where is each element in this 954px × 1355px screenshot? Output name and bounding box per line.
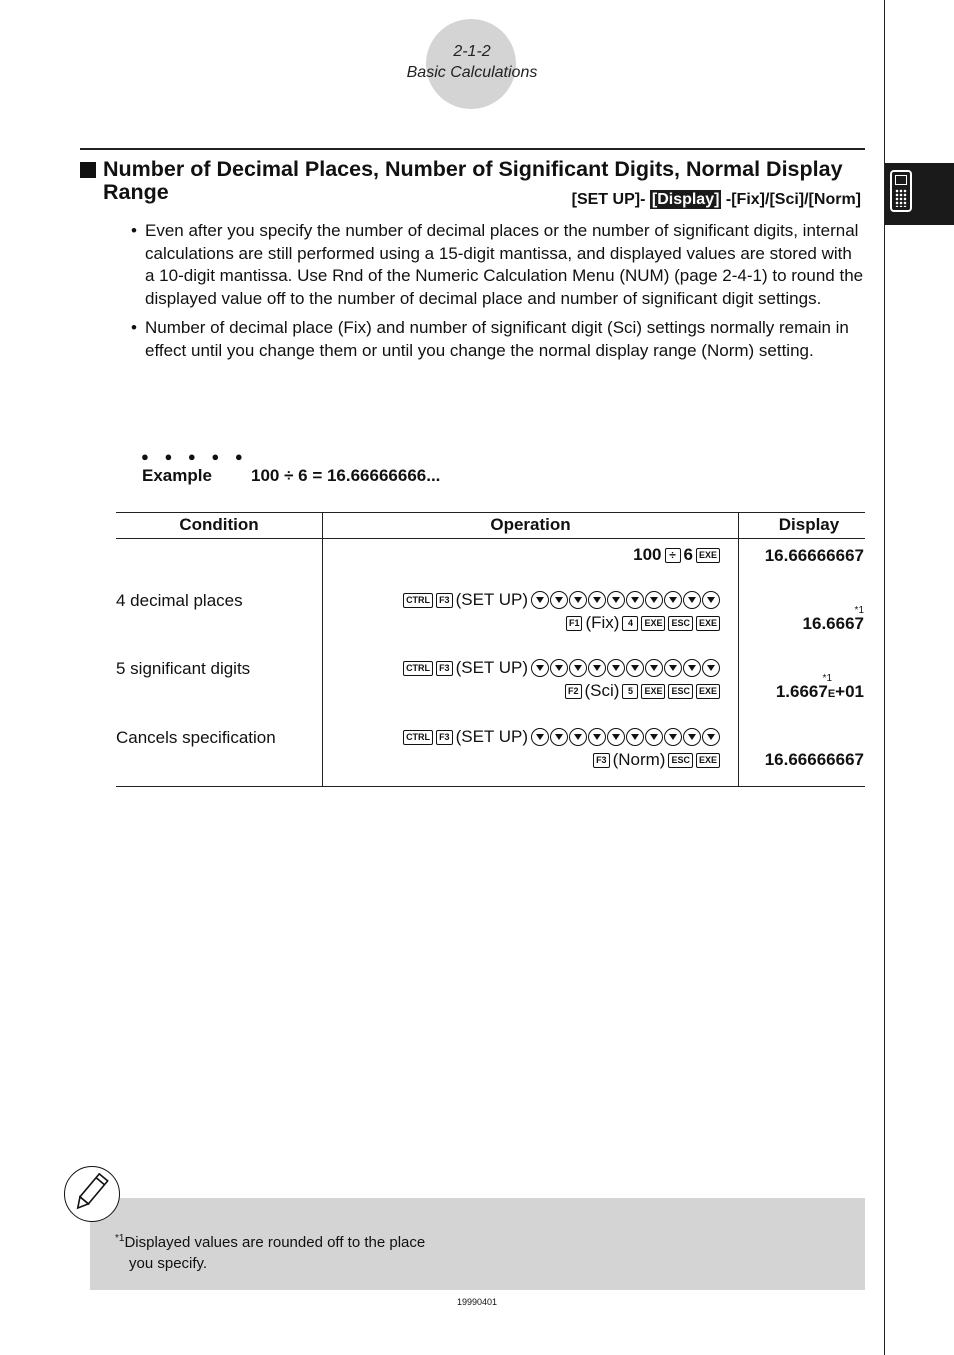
f2-key: F2 — [565, 684, 582, 699]
footnote-mark: *1 — [822, 673, 832, 684]
path-rest: [Fix]/[Sci]/[Norm] — [731, 191, 861, 208]
operation-row-3b: F2 (Sci) 5 EXE ESC EXE — [565, 681, 720, 701]
cursor-down-icon — [626, 591, 644, 609]
cursor-down-icon — [645, 591, 663, 609]
path-setup: [SET UP] — [571, 191, 641, 208]
esc-key: ESC — [668, 753, 693, 768]
cursor-down-icon — [645, 659, 663, 677]
cursor-down-icon — [626, 659, 644, 677]
cursor-down-icon — [588, 659, 606, 677]
cursor-down-icon — [607, 728, 625, 746]
operation-row-4a: CTRL F3 (SET UP) — [403, 727, 720, 747]
exe-key: EXE — [641, 684, 665, 699]
display-row-3: 1.6667E+01 — [775, 682, 864, 701]
esc-key: ESC — [668, 684, 693, 699]
operation-row-2a: CTRL F3 (SET UP) — [403, 590, 720, 610]
exe-key: EXE — [696, 616, 720, 631]
header-operation: Operation — [490, 515, 571, 534]
table-top-rule — [116, 512, 865, 513]
exe-key: EXE — [696, 753, 720, 768]
operation-row-4b: F3 (Norm) ESC EXE — [593, 750, 720, 770]
cursor-down-icon — [550, 591, 568, 609]
cursor-down-icon — [683, 659, 701, 677]
f1-key: F1 — [566, 616, 583, 631]
calculator-icon — [890, 170, 912, 212]
table-divider — [738, 512, 739, 787]
cursor-down-icon — [531, 591, 549, 609]
cursor-down-icon — [664, 591, 682, 609]
cursor-down-icon — [607, 659, 625, 677]
cursor-down-keys — [531, 591, 720, 609]
cursor-down-icon — [702, 591, 720, 609]
table-divider — [322, 512, 323, 787]
menu-path: [SET UP]- [Display] -[Fix]/[Sci]/[Norm] — [571, 191, 861, 208]
cursor-down-icon — [531, 728, 549, 746]
cursor-down-icon — [645, 728, 663, 746]
footer-code: 19990401 — [457, 1297, 498, 1307]
cursor-down-icon — [550, 659, 568, 677]
cursor-down-icon — [664, 659, 682, 677]
footnote-mark: *1 — [854, 605, 864, 616]
heading-title: Number of Decimal Places, Number of Significant Digits, Normal Display Range — [103, 157, 843, 204]
bullet-list — [130, 220, 865, 369]
cursor-down-icon — [569, 728, 587, 746]
note-text: $^{*1}$Displayed values are rounded off to the place you specify. — [115, 1233, 426, 1272]
display-row-4: 16.66666667 — [764, 750, 864, 769]
cursor-down-icon — [531, 659, 549, 677]
exe-key: EXE — [696, 684, 720, 699]
cursor-down-keys — [531, 728, 720, 746]
f3-key: F3 — [593, 753, 610, 768]
cursor-down-icon — [683, 591, 701, 609]
path-display: [Display] — [651, 191, 720, 208]
operation-row-1: 100 ÷ 6 EXE — [633, 545, 720, 565]
bullet-item: • Even after you specify the number of decimal places or the number of significant digits, internal calculations are still performed using a 15-digit mantissa, and displayed values are stored with a 10-digit mantissa. Use Rnd of the Numeric Calculation Menu (NUM) (page 2-4-1) to round the displayed value off to the number of decimal place and number of significant digit settings. — [131, 221, 864, 308]
heading-square-icon — [80, 162, 96, 178]
display-row-2: 16.6667 — [802, 614, 864, 633]
condition-row-2: 4 decimal places — [116, 591, 243, 610]
cursor-down-icon — [588, 728, 606, 746]
table-header-rule — [116, 538, 865, 539]
example-expression: 100 ÷ 6 = 16.66666666... — [251, 466, 441, 485]
cursor-down-icon — [569, 591, 587, 609]
digit-key: 5 — [622, 684, 638, 699]
f3-key: F3 — [436, 661, 453, 676]
ctrl-key: CTRL — [403, 593, 433, 608]
pencil-icon — [64, 1166, 120, 1222]
f3-key: F3 — [436, 730, 453, 745]
cursor-down-icon — [607, 591, 625, 609]
condition-row-4: Cancels specification — [116, 728, 276, 747]
cursor-down-icon — [588, 591, 606, 609]
bullet-item: • Number of decimal place (Fix) and number of significant digit (Sci) settings normally remain in effect until you change them or until you change the normal display range (Norm) setting. — [131, 318, 849, 360]
display-row-1: 16.66666667 — [764, 546, 864, 565]
header-display: Display — [778, 515, 840, 534]
cursor-down-icon — [683, 728, 701, 746]
section-number: 2-1-2 — [453, 43, 491, 60]
operation-row-3a: CTRL F3 (SET UP) — [403, 658, 720, 678]
divide-key: ÷ — [665, 548, 681, 563]
header-condition: Condition — [179, 515, 259, 534]
chapter-tab — [885, 163, 954, 225]
example-dots: ● ● ● ● ● — [141, 449, 249, 464]
cursor-down-icon — [702, 659, 720, 677]
cursor-down-icon — [702, 728, 720, 746]
cursor-down-icon — [626, 728, 644, 746]
ctrl-key: CTRL — [403, 730, 433, 745]
cursor-down-icon — [550, 728, 568, 746]
cursor-down-icon — [664, 728, 682, 746]
cursor-down-keys — [531, 659, 720, 677]
table-bottom-rule — [116, 786, 865, 787]
operation-row-2b: F1 (Fix) 4 EXE ESC EXE — [566, 613, 720, 633]
digit-key: 4 — [622, 616, 638, 631]
exe-key: EXE — [641, 616, 665, 631]
section-title: Basic Calculations — [406, 64, 538, 81]
ctrl-key: CTRL — [403, 661, 433, 676]
note-mark: *1 — [115, 1233, 125, 1244]
heading-rule — [80, 148, 865, 150]
exe-key: EXE — [696, 548, 720, 563]
esc-key: ESC — [668, 616, 693, 631]
condition-row-3: 5 significant digits — [116, 659, 251, 678]
cursor-down-icon — [569, 659, 587, 677]
example-label: Example — [142, 466, 212, 485]
f3-key: F3 — [436, 593, 453, 608]
